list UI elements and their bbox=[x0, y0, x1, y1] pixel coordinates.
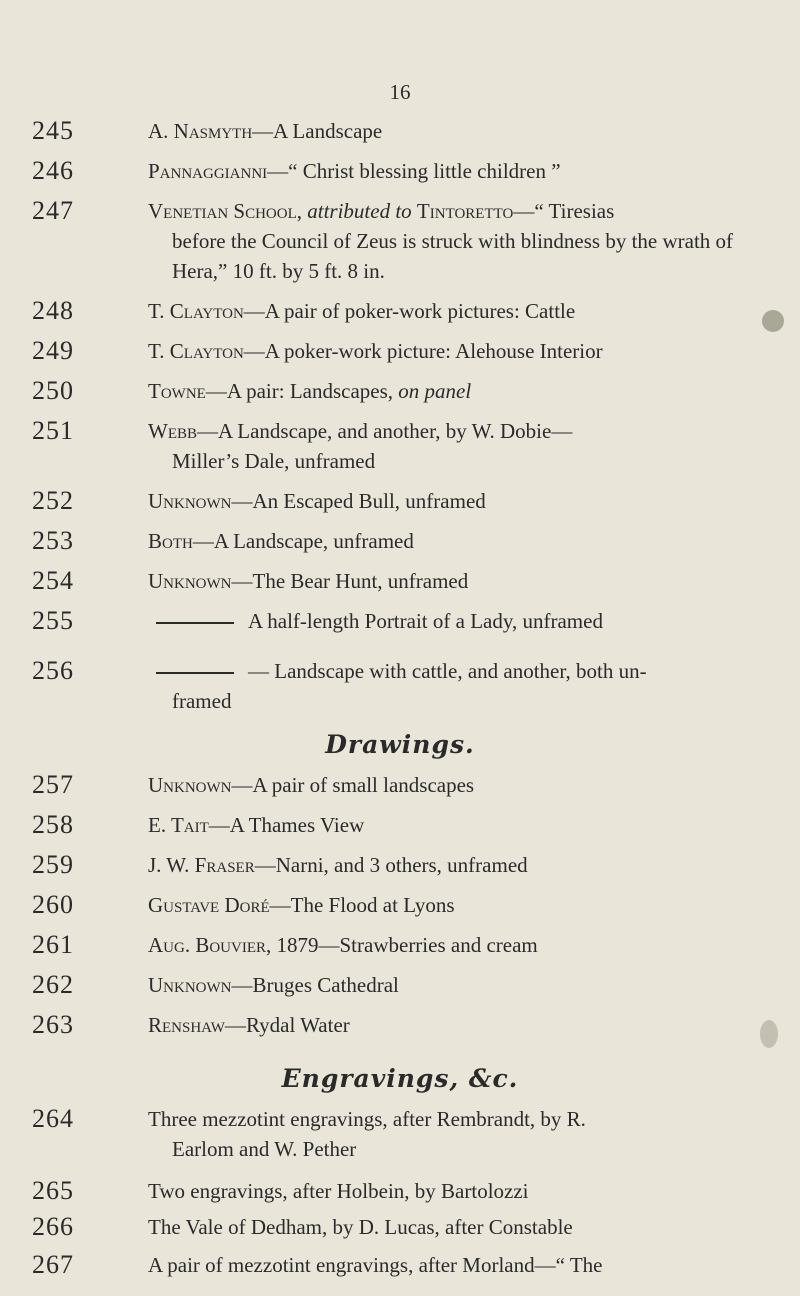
artist-name: Renshaw bbox=[148, 1013, 225, 1037]
lot-description: Three mezzotint engravings, after Rembrandt, by R. Earlom and W. Pether bbox=[148, 1107, 586, 1161]
lot-number: 263 bbox=[32, 1010, 74, 1039]
artist-name: Webb bbox=[148, 419, 197, 443]
lot-number: 259 bbox=[32, 850, 74, 879]
lot-description: A pair of mezzotint engravings, after Morland—“ The bbox=[148, 1253, 603, 1277]
lot-number: 258 bbox=[32, 810, 74, 839]
ditto-dash bbox=[156, 672, 234, 674]
lot-description: Unknown—The Bear Hunt, unframed bbox=[148, 569, 469, 593]
section-heading-drawings: Drawings. bbox=[325, 730, 475, 759]
artist-name: T. Clayton bbox=[148, 339, 244, 363]
artist-name: T. Clayton bbox=[148, 299, 244, 323]
lot-number: 256 bbox=[32, 656, 74, 685]
binding-hole-mark bbox=[762, 310, 784, 332]
lot-number: 255 bbox=[32, 606, 74, 635]
artist-name: J. W. Fraser bbox=[148, 853, 255, 877]
lot-description: — Landscape with cattle, and another, both un- framed bbox=[148, 656, 748, 716]
artist-name: Gustave Doré bbox=[148, 893, 270, 917]
artist-name: Both bbox=[148, 529, 193, 553]
lot-description: Renshaw—Rydal Water bbox=[148, 1013, 350, 1037]
lot-description: Pannaggianni—“ Christ blessing little children ” bbox=[148, 159, 561, 183]
lot-number: 247 bbox=[32, 196, 74, 225]
lot-description: Both—A Landscape, unframed bbox=[148, 529, 414, 553]
lot-description: Venetian School, attributed to Tintoretto—“ Tiresias before the Council of Zeus is struck with blindness by the wrath of Hera,” 10 ft. by 5 ft. 8 in. bbox=[148, 199, 734, 283]
lot-description: Unknown—A pair of small landscapes bbox=[148, 773, 475, 797]
lot-description: A. Nasmyth—A Landscape bbox=[148, 119, 383, 143]
lot-description: J. W. Fraser—Narni, and 3 others, unframed bbox=[148, 853, 528, 877]
artist-name: Unknown bbox=[148, 489, 232, 513]
lot-description: A half-length Portrait of a Lady, unframed bbox=[148, 606, 748, 636]
lot-number: 266 bbox=[32, 1212, 74, 1241]
artist-name: Unknown bbox=[148, 569, 232, 593]
artist-name: Aug. Bouvier, bbox=[148, 933, 272, 957]
lot-description: Unknown—Bruges Cathedral bbox=[148, 973, 399, 997]
lot-number: 251 bbox=[32, 416, 74, 445]
section-heading-engravings: Engravings, &c. bbox=[281, 1064, 519, 1093]
artist-name: Towne bbox=[148, 379, 206, 403]
binding-hole-mark bbox=[760, 1020, 778, 1048]
lot-number: 265 bbox=[32, 1176, 74, 1205]
lot-number: 246 bbox=[32, 156, 74, 185]
lot-description: T. Clayton—A pair of poker-work pictures: Cattle bbox=[148, 299, 576, 323]
lot-number: 267 bbox=[32, 1250, 74, 1279]
lot-number: 260 bbox=[32, 890, 74, 919]
lot-description: E. Tait—A Thames View bbox=[148, 813, 365, 837]
lot-number: 264 bbox=[32, 1104, 74, 1133]
lot-number: 252 bbox=[32, 486, 74, 515]
page-number: 16 bbox=[389, 80, 411, 104]
lot-number: 249 bbox=[32, 336, 74, 365]
lot-description: T. Clayton—A poker-work picture: Alehouse Interior bbox=[148, 339, 603, 363]
lot-number: 261 bbox=[32, 930, 74, 959]
lot-number: 257 bbox=[32, 770, 74, 799]
lot-description: Webb—A Landscape, and another, by W. Dobie— Miller’s Dale, unframed bbox=[148, 419, 573, 473]
lot-number: 248 bbox=[32, 296, 74, 325]
lot-number: 245 bbox=[32, 116, 74, 145]
lot-number: 262 bbox=[32, 970, 74, 999]
lot-description: Two engravings, after Holbein, by Bartolozzi bbox=[148, 1179, 529, 1203]
lot-number: 253 bbox=[32, 526, 74, 555]
artist-name: Unknown bbox=[148, 973, 232, 997]
artist-name: A. Nasmyth bbox=[148, 119, 253, 143]
ditto-dash bbox=[156, 622, 234, 624]
artist-name: Unknown bbox=[148, 773, 232, 797]
lot-description: The Vale of Dedham, by D. Lucas, after Constable bbox=[148, 1215, 573, 1239]
lot-description: Unknown—An Escaped Bull, unframed bbox=[148, 489, 486, 513]
artist-name: E. Tait bbox=[148, 813, 209, 837]
lot-description: Towne—A pair: Landscapes, on panel bbox=[148, 379, 472, 403]
artist-name: Pannaggianni bbox=[148, 159, 268, 183]
lot-description: Aug. Bouvier, 1879—Strawberries and cream bbox=[148, 933, 538, 957]
lot-number: 254 bbox=[32, 566, 74, 595]
lot-number: 250 bbox=[32, 376, 74, 405]
lot-description: Gustave Doré—The Flood at Lyons bbox=[148, 893, 455, 917]
artist-name: Venetian School, bbox=[148, 199, 302, 223]
